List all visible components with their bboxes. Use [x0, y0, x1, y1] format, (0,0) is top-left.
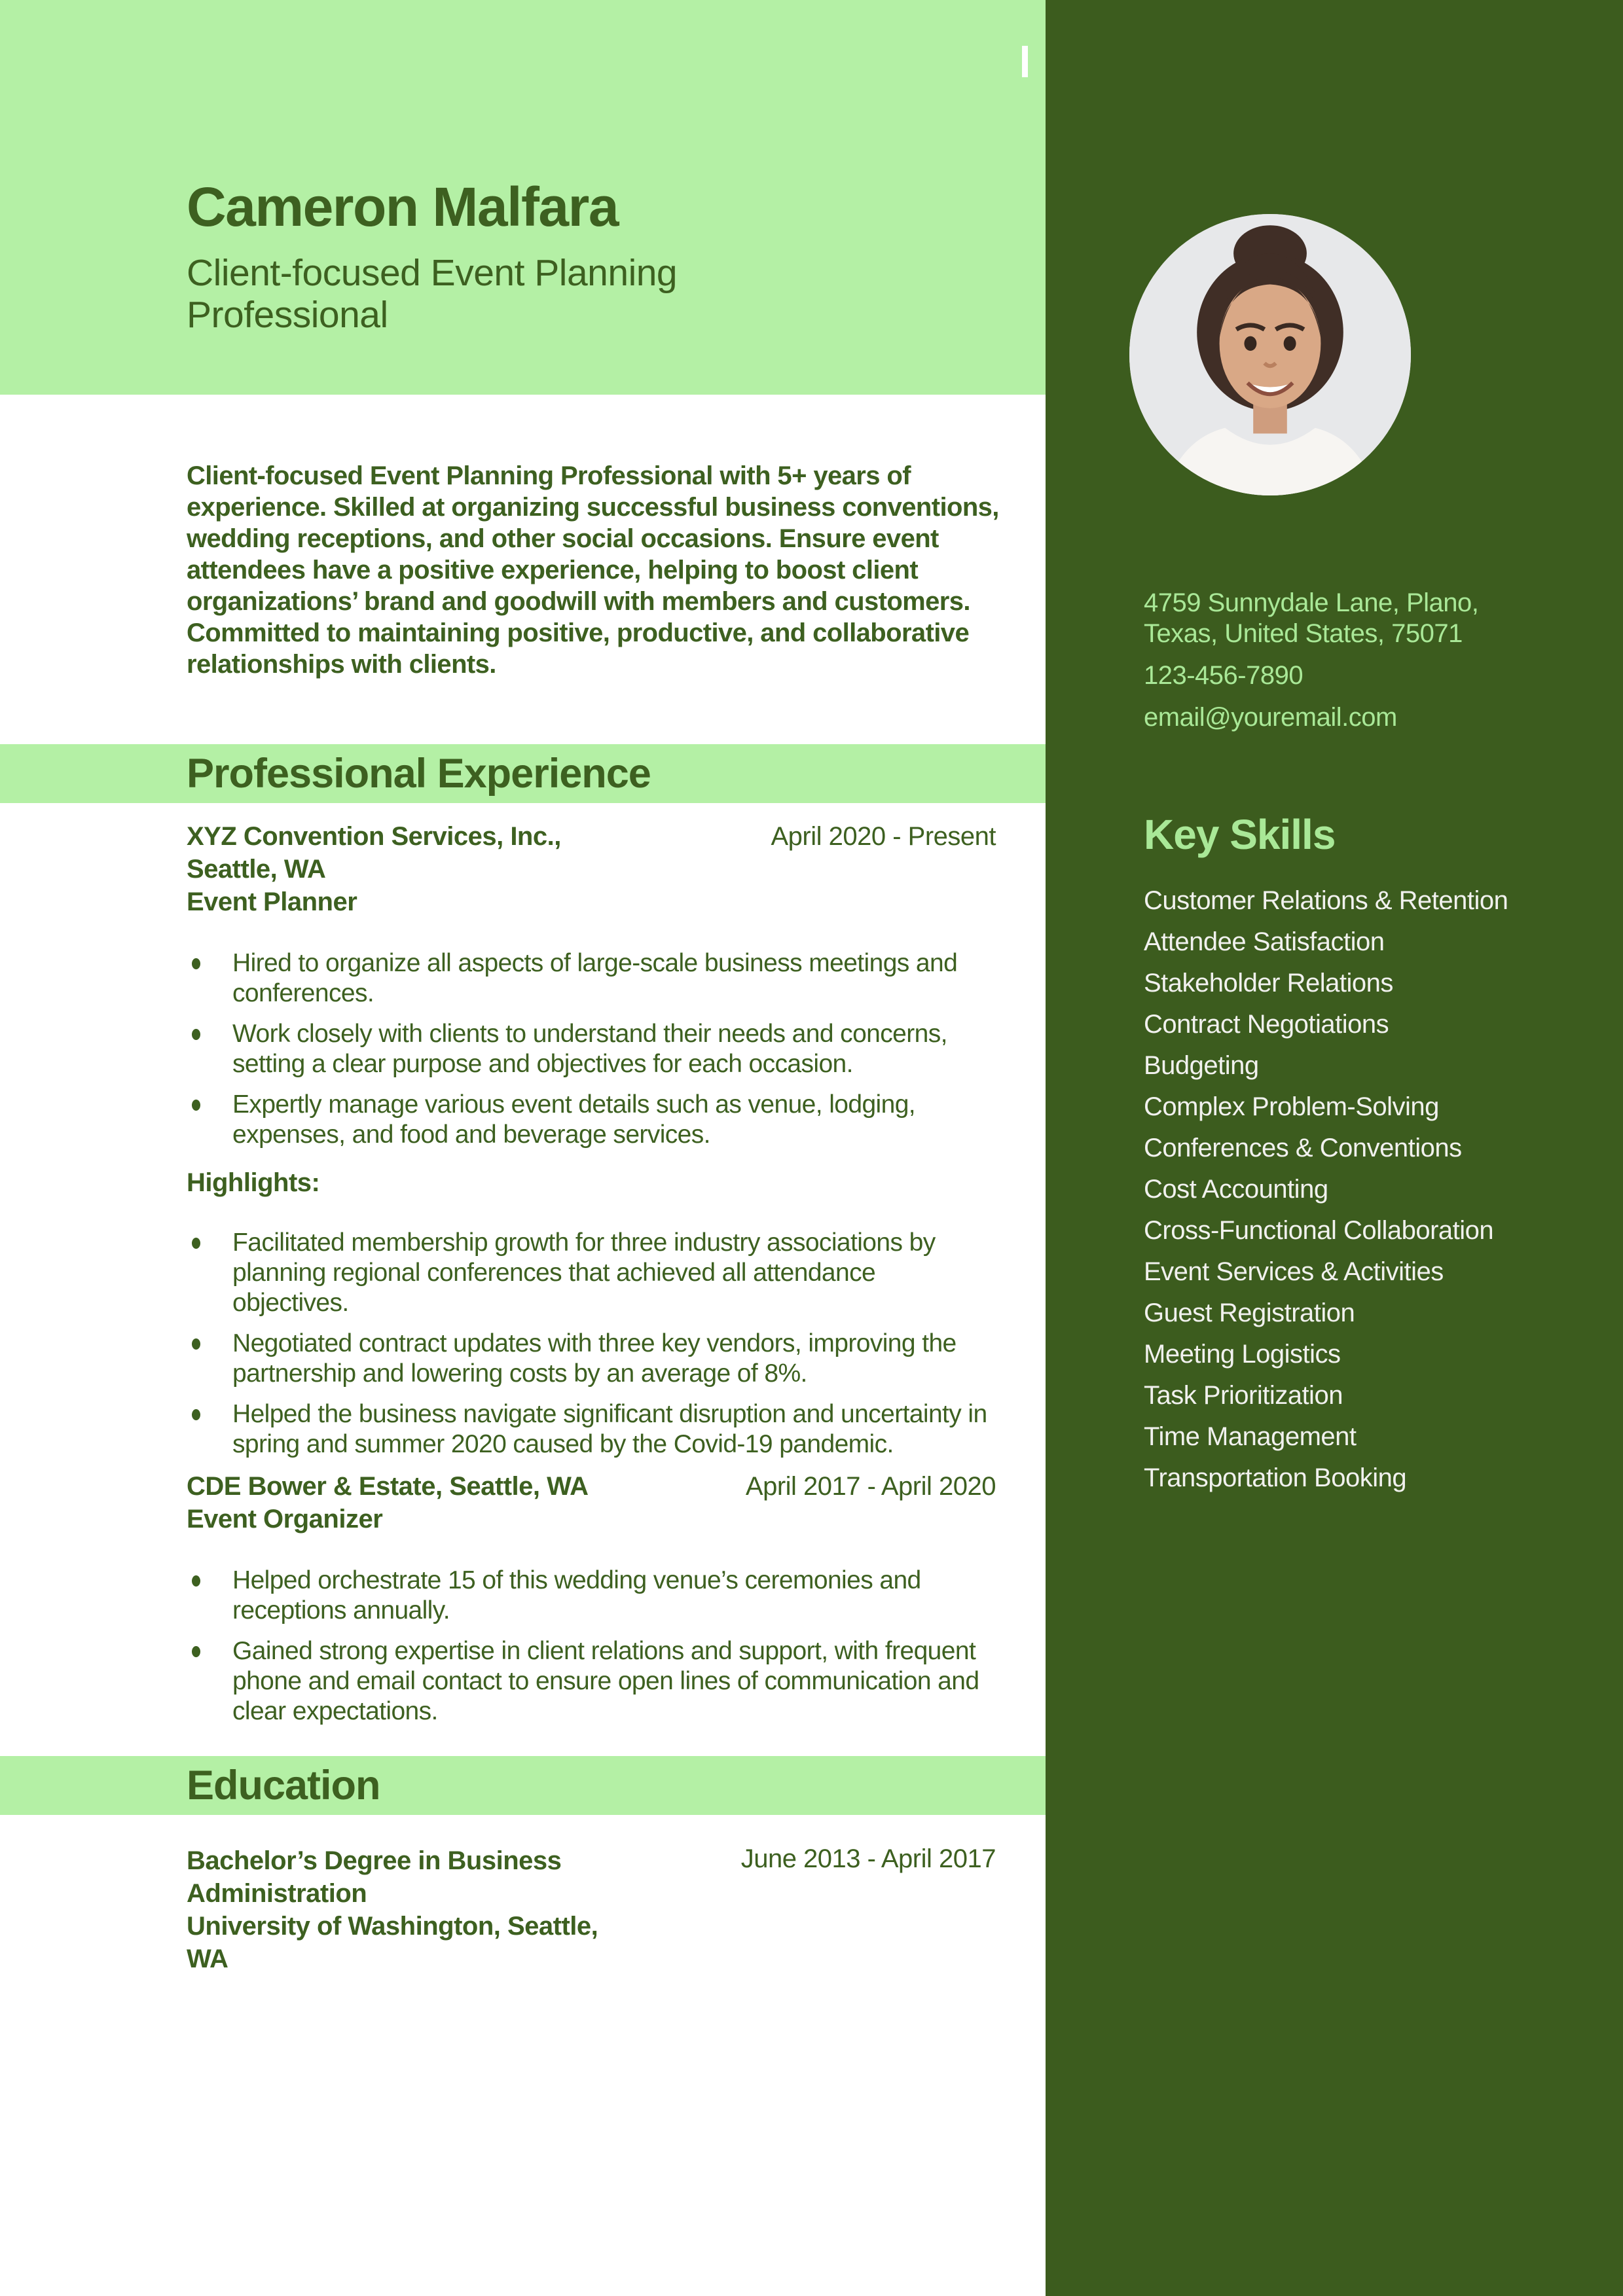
skill-item: Budgeting [1144, 1051, 1259, 1080]
job-1-role: Event Planner [187, 888, 357, 916]
contact-phone: 123-456-7890 [1144, 661, 1304, 690]
education-entry [187, 1844, 996, 1975]
highlight-item: Facilitated membership growth for three industry associations by planning regional conferences that achieved all attendance objectives. [187, 1228, 996, 1318]
skill-item: Stakeholder Relations [1144, 969, 1393, 997]
sidebar [1046, 0, 1623, 2296]
education-school: University of Washington, Seattle, WA [187, 1912, 598, 1973]
job-2-role: Event Organizer [187, 1505, 383, 1534]
job-1-dates: April 2020 - Present [771, 822, 996, 851]
skill-item: Time Management [1144, 1422, 1357, 1451]
skill-item: Conferences & Conventions [1144, 1134, 1462, 1162]
skill-item: Complex Problem-Solving [1144, 1092, 1439, 1121]
company-line: XYZ Convention Services, Inc., [187, 822, 561, 851]
header-band [0, 0, 1046, 395]
job-2-bullets [187, 1566, 996, 1727]
section-band-experience [0, 744, 1046, 803]
key-skills-heading: Key Skills [1144, 811, 1336, 858]
job-2-header [187, 1470, 996, 1535]
experience-section [187, 820, 996, 1737]
skill-item: Task Prioritization [1144, 1381, 1343, 1410]
bullet-item: Work closely with clients to understand their needs and concerns, setting a clear purpose and objectives for each occasion. [187, 1019, 996, 1079]
job-1-bullets [187, 948, 996, 1150]
skills-list [1144, 888, 1602, 1506]
highlights-label: Highlights: [187, 1168, 320, 1197]
skill-item: Guest Registration [1144, 1299, 1355, 1327]
profile-photo [1129, 214, 1411, 495]
highlight-item: Negotiated contract updates with three key vendors, improving the partnership and lowering costs by an average of 8%. [187, 1329, 996, 1389]
skill-item: Event Services & Activities [1144, 1257, 1444, 1286]
skill-item: Cross-Functional Collaboration [1144, 1216, 1494, 1245]
company-line: Seattle, WA [187, 855, 326, 884]
skill-item: Attendee Satisfaction [1144, 927, 1385, 956]
highlight-item: Helped the business navigate significant disruption and uncertainty in spring and summer 2020 caused by the Covid-19 pandemic. [187, 1399, 996, 1460]
job-entry-1 [187, 820, 996, 1460]
job-2-dates: April 2017 - April 2020 [745, 1472, 996, 1501]
contact-email: email@youremail.com [1144, 703, 1397, 732]
section-band-education [0, 1756, 1046, 1815]
education-dates: June 2013 - April 2017 [740, 1844, 996, 1873]
skill-item: Cost Accounting [1144, 1175, 1328, 1204]
person-portrait-illustration [1129, 214, 1411, 495]
bullet-item: Gained strong expertise in client relations and support, with frequent phone and email contact to ensure open lines of communication and clear expectations. [187, 1636, 996, 1727]
company-line: CDE Bower & Estate, Seattle, WA [187, 1472, 589, 1501]
education-details [187, 1844, 632, 1975]
professional-title: Client-focused Event Planning Professional [187, 252, 678, 336]
bullet-item: Helped orchestrate 15 of this wedding venue’s ceremonies and receptions annually. [187, 1566, 996, 1626]
education-degree: Bachelor’s Degree in Business Administration [187, 1846, 562, 1908]
skill-item: Transportation Booking [1144, 1463, 1407, 1492]
contact-block [1144, 588, 1523, 744]
job-1-header [187, 820, 996, 918]
job-entry-2 [187, 1470, 996, 1727]
summary-paragraph: Client-focused Event Planning Professional with 5+ years of experience. Skilled at organizing successful business conventions, wedding receptions, and other social occasions. Ensure event attendees have a positive experience, helping to boost client organizations’ brand and goodwill with members and customers. Committed to maintaining positive, productive, and collaborative relationships with clients. [187, 461, 999, 679]
education-section-title: Education [187, 1763, 380, 1808]
bullet-item: Expertly manage various event details such as venue, lodging, expenses, and food and beverage services. [187, 1090, 996, 1150]
page-edge-artifact [1022, 46, 1028, 77]
job-1-highlights [187, 1228, 996, 1460]
person-name: Cameron Malfara [187, 176, 619, 238]
skill-item: Customer Relations & Retention [1144, 886, 1508, 915]
experience-section-title: Professional Experience [187, 751, 651, 797]
contact-address: 4759 Sunnydale Lane, Plano, Texas, United States, 75071 [1144, 588, 1479, 648]
skill-item: Meeting Logistics [1144, 1340, 1341, 1369]
skill-item: Contract Negotiations [1144, 1010, 1389, 1039]
bullet-item: Hired to organize all aspects of large-scale business meetings and conferences. [187, 948, 996, 1009]
